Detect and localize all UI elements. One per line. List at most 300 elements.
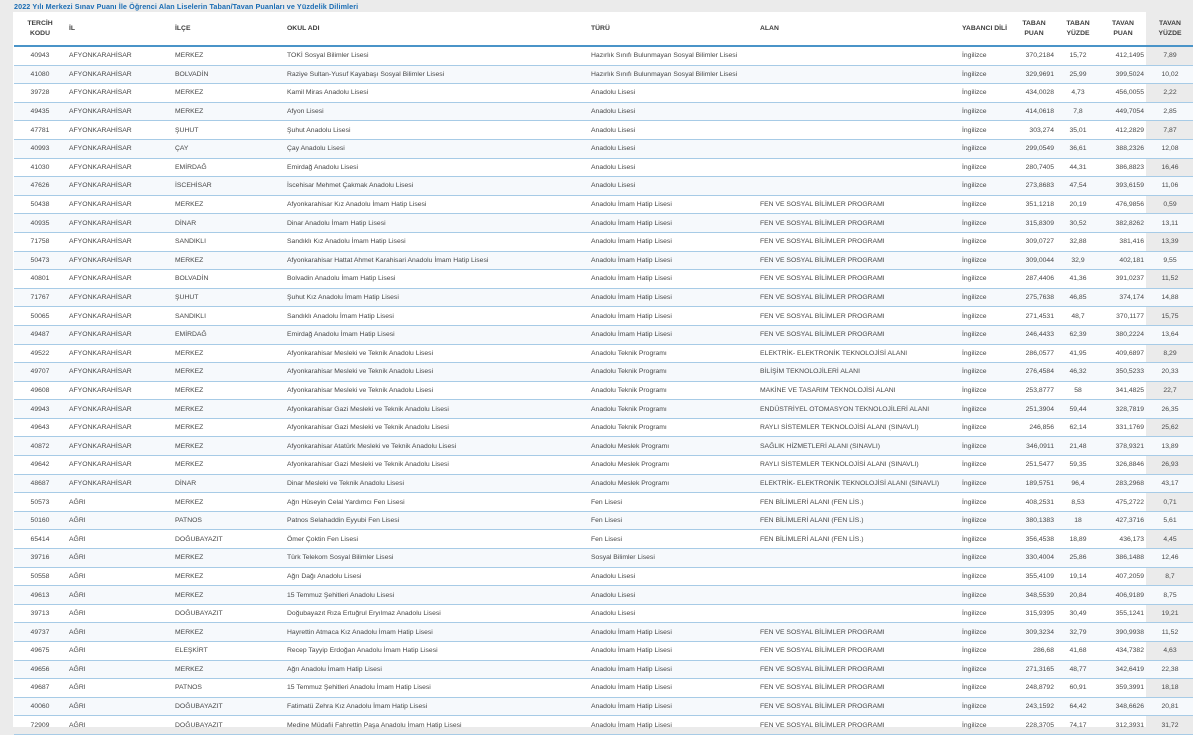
cell: 44,31 — [1057, 158, 1099, 177]
table-row — [14, 381, 1193, 400]
table-row — [14, 586, 1193, 605]
cell: İngilizce — [959, 307, 1011, 326]
cell: 32,9 — [1057, 251, 1099, 270]
cell: İngilizce — [959, 642, 1011, 661]
table-row — [14, 121, 1193, 140]
cell: 359,3991 — [1099, 679, 1147, 698]
cell: 49643 — [14, 418, 66, 437]
cell: 50065 — [14, 307, 66, 326]
cell: İngilizce — [959, 437, 1011, 456]
column-header: TERCİH KODU — [14, 12, 66, 46]
cell: Anadolu Teknik Programı — [588, 381, 757, 400]
table-row — [14, 139, 1193, 158]
cell: 382,8262 — [1099, 214, 1147, 233]
cell: 71767 — [14, 288, 66, 307]
cell: 370,1177 — [1099, 307, 1147, 326]
cell: AĞRI — [66, 511, 172, 530]
cell: 49642 — [14, 456, 66, 475]
cell: 11,52 — [1147, 270, 1193, 289]
cell: İngilizce — [959, 511, 1011, 530]
cell: 386,1488 — [1099, 549, 1147, 568]
cell: 31,72 — [1147, 716, 1193, 735]
cell: Afyonkarahisar Kız Anadolu İmam Hatip Lisesi — [284, 195, 588, 214]
cell: 18,18 — [1147, 679, 1193, 698]
cell: İngilizce — [959, 325, 1011, 344]
cell: Emirdağ Anadolu İmam Hatip Lisesi — [284, 325, 588, 344]
cell: FEN VE SOSYAL BİLİMLER PROGRAMI — [757, 232, 959, 251]
cell: AFYONKARAHİSAR — [66, 363, 172, 382]
cell: 189,5751 — [1011, 474, 1057, 493]
cell: 386,8823 — [1099, 158, 1147, 177]
cell: 50160 — [14, 511, 66, 530]
cell: Emirdağ Anadolu Lisesi — [284, 158, 588, 177]
cell: 36,61 — [1057, 139, 1099, 158]
cell: 251,5477 — [1011, 456, 1057, 475]
cell: Anadolu İmam Hatip Lisesi — [588, 232, 757, 251]
cell: 58 — [1057, 381, 1099, 400]
cell: İngilizce — [959, 660, 1011, 679]
cell — [757, 46, 959, 65]
cell: FEN VE SOSYAL BİLİMLER PROGRAMI — [757, 288, 959, 307]
table-row — [14, 511, 1193, 530]
cell: 8,75 — [1147, 586, 1193, 605]
cell: 380,2224 — [1099, 325, 1147, 344]
cell: 312,3931 — [1099, 716, 1147, 735]
cell: 348,6626 — [1099, 697, 1147, 716]
table-row — [14, 158, 1193, 177]
column-header: YABANCI DİLİ — [959, 12, 1011, 46]
cell: RAYLI SİSTEMLER TEKNOLOJİSİ ALANI (SINAVLI) — [757, 418, 959, 437]
cell: 9,55 — [1147, 251, 1193, 270]
cell: 330,4004 — [1011, 549, 1057, 568]
cell: Dinar Anadolu İmam Hatip Lisesi — [284, 214, 588, 233]
cell: Fatimatü Zehra Kız Anadolu İmam Hatip Lisesi — [284, 697, 588, 716]
cell: 406,9189 — [1099, 586, 1147, 605]
cell: 40872 — [14, 437, 66, 456]
table-header-row — [14, 12, 1193, 46]
cell: TOKİ Sosyal Bilimler Lisesi — [284, 46, 588, 65]
cell: 47626 — [14, 177, 66, 196]
cell: Kamil Miras Anadolu Lisesi — [284, 84, 588, 103]
cell: 4,73 — [1057, 84, 1099, 103]
table-row — [14, 679, 1193, 698]
cell: Afyonkarahisar Gazi Mesleki ve Teknik Anadolu Lisesi — [284, 418, 588, 437]
cell: Anadolu Lisesi — [588, 604, 757, 623]
cell: 4,45 — [1147, 530, 1193, 549]
table-row — [14, 418, 1193, 437]
table-row — [14, 84, 1193, 103]
cell: FEN BİLİMLERİ ALANI (FEN LİS.) — [757, 511, 959, 530]
cell: 25,62 — [1147, 418, 1193, 437]
cell: 388,2326 — [1099, 139, 1147, 158]
table-row — [14, 530, 1193, 549]
cell: 370,2184 — [1011, 46, 1057, 65]
cell: 299,0549 — [1011, 139, 1057, 158]
cell: 2,85 — [1147, 102, 1193, 121]
cell: 309,0044 — [1011, 251, 1057, 270]
table-row — [14, 102, 1193, 121]
cell: ELEKTRİK- ELEKTRONİK TEKNOLOJİSİ ALANI (SINAVLI) — [757, 474, 959, 493]
cell: AFYONKARAHİSAR — [66, 121, 172, 140]
cell: 49687 — [14, 679, 66, 698]
cell: Anadolu Lisesi — [588, 567, 757, 586]
cell: 251,3904 — [1011, 400, 1057, 419]
cell: AFYONKARAHİSAR — [66, 270, 172, 289]
cell: 356,4538 — [1011, 530, 1057, 549]
cell: MERKEZ — [172, 84, 284, 103]
cell: EMİRDAĞ — [172, 158, 284, 177]
cell: 39716 — [14, 549, 66, 568]
cell: 393,6159 — [1099, 177, 1147, 196]
cell: FEN VE SOSYAL BİLİMLER PROGRAMI — [757, 251, 959, 270]
cell: İngilizce — [959, 84, 1011, 103]
cell: AFYONKARAHİSAR — [66, 418, 172, 437]
cell: AFYONKARAHİSAR — [66, 177, 172, 196]
cell: AĞRI — [66, 567, 172, 586]
cell: 10,02 — [1147, 65, 1193, 84]
cell: 246,4433 — [1011, 325, 1057, 344]
cell: 476,9856 — [1099, 195, 1147, 214]
cell: AFYONKARAHİSAR — [66, 307, 172, 326]
cell: Anadolu İmam Hatip Lisesi — [588, 270, 757, 289]
cell: Anadolu Teknik Programı — [588, 418, 757, 437]
cell: 19,14 — [1057, 567, 1099, 586]
cell: 49656 — [14, 660, 66, 679]
cell: 30,49 — [1057, 604, 1099, 623]
cell: 346,0911 — [1011, 437, 1057, 456]
cell: Ömer Çoktin Fen Lisesi — [284, 530, 588, 549]
cell: İngilizce — [959, 418, 1011, 437]
cell: Fen Lisesi — [588, 511, 757, 530]
cell: FEN BİLİMLERİ ALANI (FEN LİS.) — [757, 530, 959, 549]
table-row — [14, 344, 1193, 363]
cell: 408,2531 — [1011, 493, 1057, 512]
cell: 355,4109 — [1011, 567, 1057, 586]
cell: AĞRI — [66, 549, 172, 568]
cell: 228,3705 — [1011, 716, 1057, 735]
cell: BOLVADİN — [172, 65, 284, 84]
cell: 7,89 — [1147, 46, 1193, 65]
cell: İngilizce — [959, 195, 1011, 214]
page-title: 2022 Yılı Merkezi Sınav Puanı İle Öğrenci Alan Liselerin Taban/Tavan Puanları ve Yüzdelik Dilimleri — [14, 2, 359, 11]
cell: 315,9395 — [1011, 604, 1057, 623]
cell: Ağrı Dağı Anadolu Lisesi — [284, 567, 588, 586]
cell: Dinar Mesleki ve Teknik Anadolu Lisesi — [284, 474, 588, 493]
cell: 342,6419 — [1099, 660, 1147, 679]
cell: 0,71 — [1147, 493, 1193, 512]
cell: 378,9321 — [1099, 437, 1147, 456]
cell: 20,81 — [1147, 697, 1193, 716]
cell: 246,856 — [1011, 418, 1057, 437]
cell: Doğubayazıt Rıza Ertuğrul Eryılmaz Anadolu Lisesi — [284, 604, 588, 623]
cell: 275,7638 — [1011, 288, 1057, 307]
cell — [757, 121, 959, 140]
cell: 309,3234 — [1011, 623, 1057, 642]
cell: Afyonkarahisar Gazi Mesleki ve Teknik Anadolu Lisesi — [284, 400, 588, 419]
cell: Anadolu İmam Hatip Lisesi — [588, 325, 757, 344]
cell — [757, 586, 959, 605]
cell: MERKEZ — [172, 493, 284, 512]
table-row — [14, 270, 1193, 289]
cell: 62,39 — [1057, 325, 1099, 344]
cell: 412,1495 — [1099, 46, 1147, 65]
cell: 64,42 — [1057, 697, 1099, 716]
cell: SAĞLIK HİZMETLERİ ALANI (SINAVLI) — [757, 437, 959, 456]
cell: 434,0028 — [1011, 84, 1057, 103]
cell: FEN VE SOSYAL BİLİMLER PROGRAMI — [757, 623, 959, 642]
cell: AFYONKARAHİSAR — [66, 84, 172, 103]
cell: 50438 — [14, 195, 66, 214]
cell: 49707 — [14, 363, 66, 382]
cell: MERKEZ — [172, 344, 284, 363]
cell: ÇAY — [172, 139, 284, 158]
cell: DOĞUBAYAZIT — [172, 697, 284, 716]
cell: Anadolu İmam Hatip Lisesi — [588, 623, 757, 642]
cell: 59,35 — [1057, 456, 1099, 475]
cell: 32,79 — [1057, 623, 1099, 642]
document-page — [13, 12, 1182, 729]
cell: 16,46 — [1147, 158, 1193, 177]
cell: 4,63 — [1147, 642, 1193, 661]
cell: 8,29 — [1147, 344, 1193, 363]
cell: 18,89 — [1057, 530, 1099, 549]
cell: İngilizce — [959, 177, 1011, 196]
cell — [757, 567, 959, 586]
cell: FEN VE SOSYAL BİLİMLER PROGRAMI — [757, 214, 959, 233]
table-row — [14, 642, 1193, 661]
cell: 271,4531 — [1011, 307, 1057, 326]
cell: 409,6897 — [1099, 344, 1147, 363]
cell: 5,61 — [1147, 511, 1193, 530]
cell: 303,274 — [1011, 121, 1057, 140]
cell — [757, 102, 959, 121]
cell: EMİRDAĞ — [172, 325, 284, 344]
cell: 13,89 — [1147, 437, 1193, 456]
cell: İngilizce — [959, 65, 1011, 84]
cell: 40943 — [14, 46, 66, 65]
cell: 13,64 — [1147, 325, 1193, 344]
cell: Recep Tayyip Erdoğan Anadolu İmam Hatip Lisesi — [284, 642, 588, 661]
cell: FEN VE SOSYAL BİLİMLER PROGRAMI — [757, 325, 959, 344]
table-body — [14, 46, 1193, 734]
cell: 22,38 — [1147, 660, 1193, 679]
cell: ENDÜSTRİYEL OTOMASYON TEKNOLOJİLERİ ALANI — [757, 400, 959, 419]
column-header: TAVAN PUAN — [1099, 12, 1147, 46]
cell: 50473 — [14, 251, 66, 270]
cell: Anadolu İmam Hatip Lisesi — [588, 288, 757, 307]
cell: 39728 — [14, 84, 66, 103]
cell: 381,416 — [1099, 232, 1147, 251]
cell: Anadolu Lisesi — [588, 586, 757, 605]
cell: Şuhut Kız Anadolu İmam Hatip Lisesi — [284, 288, 588, 307]
cell: İngilizce — [959, 530, 1011, 549]
cell: İngilizce — [959, 214, 1011, 233]
cell: AĞRI — [66, 604, 172, 623]
cell — [757, 139, 959, 158]
cell: 407,2059 — [1099, 567, 1147, 586]
cell: İngilizce — [959, 288, 1011, 307]
cell: 74,17 — [1057, 716, 1099, 735]
cell: 59,44 — [1057, 400, 1099, 419]
cell: İngilizce — [959, 679, 1011, 698]
cell: BOLVADİN — [172, 270, 284, 289]
cell: 60,91 — [1057, 679, 1099, 698]
cell: DİNAR — [172, 474, 284, 493]
cell: İngilizce — [959, 102, 1011, 121]
cell: 286,68 — [1011, 642, 1057, 661]
cell: Anadolu İmam Hatip Lisesi — [588, 697, 757, 716]
cell: 19,21 — [1147, 604, 1193, 623]
cell: 331,1769 — [1099, 418, 1147, 437]
column-header: İL — [66, 12, 172, 46]
cell: MERKEZ — [172, 586, 284, 605]
cell: Anadolu Lisesi — [588, 102, 757, 121]
cell — [757, 549, 959, 568]
cell: İngilizce — [959, 716, 1011, 735]
cell: 48,77 — [1057, 660, 1099, 679]
cell: 20,84 — [1057, 586, 1099, 605]
cell: 276,4584 — [1011, 363, 1057, 382]
cell: AĞRI — [66, 660, 172, 679]
cell: MERKEZ — [172, 251, 284, 270]
cell: İngilizce — [959, 493, 1011, 512]
cell: Şuhut Anadolu Lisesi — [284, 121, 588, 140]
column-header: OKUL ADI — [284, 12, 588, 46]
cell: FEN VE SOSYAL BİLİMLER PROGRAMI — [757, 642, 959, 661]
cell: 40935 — [14, 214, 66, 233]
cell: 2,22 — [1147, 84, 1193, 103]
table-row — [14, 716, 1193, 735]
cell: 62,14 — [1057, 418, 1099, 437]
cell: Ağrı Anadolu İmam Hatip Lisesi — [284, 660, 588, 679]
cell: 309,0727 — [1011, 232, 1057, 251]
table-row — [14, 604, 1193, 623]
cell: 50558 — [14, 567, 66, 586]
cell: 286,0577 — [1011, 344, 1057, 363]
cell: İngilizce — [959, 400, 1011, 419]
cell: AFYONKARAHİSAR — [66, 195, 172, 214]
cell: 243,1592 — [1011, 697, 1057, 716]
cell: İngilizce — [959, 139, 1011, 158]
cell: 46,32 — [1057, 363, 1099, 382]
cell: 39713 — [14, 604, 66, 623]
cell: Anadolu Teknik Programı — [588, 363, 757, 382]
cell: Anadolu İmam Hatip Lisesi — [588, 214, 757, 233]
cell: FEN VE SOSYAL BİLİMLER PROGRAMI — [757, 660, 959, 679]
cell: AĞRI — [66, 530, 172, 549]
cell: 391,0237 — [1099, 270, 1147, 289]
cell: MAKİNE VE TASARIM TEKNOLOJİSİ ALANI — [757, 381, 959, 400]
cell: DİNAR — [172, 214, 284, 233]
cell: 436,173 — [1099, 530, 1147, 549]
cell: MERKEZ — [172, 437, 284, 456]
cell: 13,11 — [1147, 214, 1193, 233]
table-row — [14, 307, 1193, 326]
cell: 328,7819 — [1099, 400, 1147, 419]
cell: 40060 — [14, 697, 66, 716]
cell: 434,7382 — [1099, 642, 1147, 661]
cell: AFYONKARAHİSAR — [66, 139, 172, 158]
cell: AFYONKARAHİSAR — [66, 325, 172, 344]
cell: 26,93 — [1147, 456, 1193, 475]
cell: 32,88 — [1057, 232, 1099, 251]
cell: MERKEZ — [172, 363, 284, 382]
cell: Afyonkarahisar Gazi Mesleki ve Teknik Anadolu Lisesi — [284, 456, 588, 475]
cell: 8,53 — [1057, 493, 1099, 512]
cell: 475,2722 — [1099, 493, 1147, 512]
cell: FEN VE SOSYAL BİLİMLER PROGRAMI — [757, 307, 959, 326]
cell: Anadolu Lisesi — [588, 121, 757, 140]
cell: FEN VE SOSYAL BİLİMLER PROGRAMI — [757, 679, 959, 698]
cell: 380,1383 — [1011, 511, 1057, 530]
cell: 341,4825 — [1099, 381, 1147, 400]
cell: 40801 — [14, 270, 66, 289]
cell: 13,39 — [1147, 232, 1193, 251]
cell: 0,59 — [1147, 195, 1193, 214]
cell: Ağrı Hüseyin Celal Yardımcı Fen Lisesi — [284, 493, 588, 512]
cell: MERKEZ — [172, 46, 284, 65]
cell: Hazırlık Sınıfı Bulunmayan Sosyal Bilimler Lisesi — [588, 46, 757, 65]
cell: 355,1241 — [1099, 604, 1147, 623]
cell: 399,5024 — [1099, 65, 1147, 84]
cell: Anadolu Meslek Programı — [588, 474, 757, 493]
cell: AFYONKARAHİSAR — [66, 102, 172, 121]
cell: 41,68 — [1057, 642, 1099, 661]
cell: 11,52 — [1147, 623, 1193, 642]
table-row — [14, 288, 1193, 307]
cell: 48,7 — [1057, 307, 1099, 326]
cell — [757, 65, 959, 84]
cell: 402,181 — [1099, 251, 1147, 270]
cell: Anadolu Lisesi — [588, 139, 757, 158]
cell: AFYONKARAHİSAR — [66, 437, 172, 456]
cell: AFYONKARAHİSAR — [66, 400, 172, 419]
cell: Sosyal Bilimler Lisesi — [588, 549, 757, 568]
cell: PATNOS — [172, 511, 284, 530]
cell: İscehisar Mehmet Çakmak Anadolu Lisesi — [284, 177, 588, 196]
cell: AFYONKARAHİSAR — [66, 46, 172, 65]
cell: Hayrettin Atmaca Kız Anadolu İmam Hatip Lisesi — [284, 623, 588, 642]
cell: BİLİŞİM TEKNOLOJİLERİ ALANI — [757, 363, 959, 382]
cell: 20,19 — [1057, 195, 1099, 214]
cell: MERKEZ — [172, 400, 284, 419]
cell: İngilizce — [959, 121, 1011, 140]
cell: 47781 — [14, 121, 66, 140]
cell: FEN VE SOSYAL BİLİMLER PROGRAMI — [757, 697, 959, 716]
cell: 348,5539 — [1011, 586, 1057, 605]
cell: 287,4406 — [1011, 270, 1057, 289]
schools-table — [14, 12, 1193, 735]
cell: Türk Telekom Sosyal Bilimler Lisesi — [284, 549, 588, 568]
cell: MERKEZ — [172, 381, 284, 400]
cell: İngilizce — [959, 604, 1011, 623]
cell: AFYONKARAHİSAR — [66, 381, 172, 400]
cell: 20,33 — [1147, 363, 1193, 382]
cell: AĞRI — [66, 679, 172, 698]
cell: 49675 — [14, 642, 66, 661]
cell: İngilizce — [959, 251, 1011, 270]
cell: 248,8792 — [1011, 679, 1057, 698]
cell: SANDIKLI — [172, 232, 284, 251]
cell: Anadolu İmam Hatip Lisesi — [588, 307, 757, 326]
cell: MERKEZ — [172, 567, 284, 586]
cell: Anadolu İmam Hatip Lisesi — [588, 642, 757, 661]
cell: Fen Lisesi — [588, 493, 757, 512]
cell: SANDIKLI — [172, 307, 284, 326]
cell: Afyon Lisesi — [284, 102, 588, 121]
cell: ŞUHUT — [172, 121, 284, 140]
cell: 15,72 — [1057, 46, 1099, 65]
